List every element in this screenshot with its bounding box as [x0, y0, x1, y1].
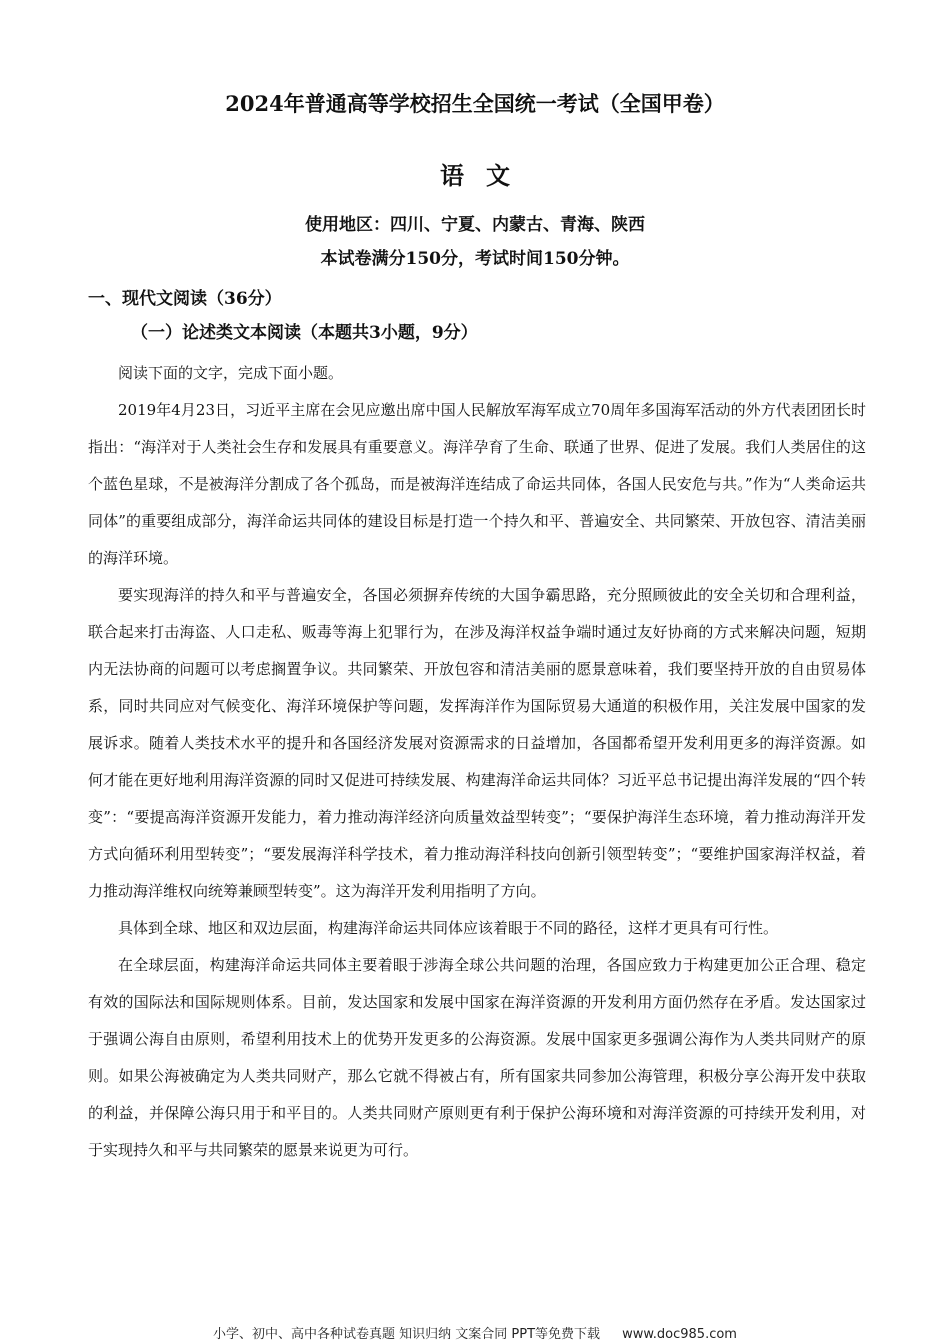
page-footer	[0, 1323, 950, 1342]
footer-text: 小学、初中、高中各种试卷真题 知识归纳 文案合同 PPT等免费下载	[213, 1327, 601, 1342]
passage-paragraph: 要实现海洋的持久和平与普遍安全，各国必须摒弃传统的大国争霸思路，充分照顾彼此的安全关切和合理利益，联合起来打击海盗、人口走私、贩毒等海上犯罪行为，在涉及海洋权益争端时通过友好协商的方式来解决问题，短期内无法协商的问题可以考虑搁置争议。共同繁荣、开放包容和清洁美丽的愿景意味着，我们要坚持开放的自由贸易体系，同时共同应对气候变化、海洋环境保护等问题，发挥海洋作为国际贸易大通道的积极作用，关注发展中国家的发展诉求。随着人类技术水平的提升和各国经济发展对资源需求的日益增加，各国都希望开发利用更多的海洋资源。如何才能在更好地利用海洋资源的同时又促进可持续发展、构建海洋命运共同体？习近平总书记提出海洋发展的“四个转变”：“要提高海洋资源开发能力，着力推动海洋经济向质量效益型转变”；“要保护海洋生态环境，着力推动海洋开发方式向循环利用型转变”；“要发展海洋科学技术，着力推动海洋科技向创新引领型转变”；“要维护国家海洋权益，着力推动海洋维权向统筹兼顾型转变”。这为海洋开发利用指明了方向。	[88, 586, 866, 900]
section-heading-part1: 一、现代文阅读（36分）	[88, 289, 282, 309]
passage-paragraph: 在全球层面，构建海洋命运共同体主要着眼于涉海全球公共问题的治理，各国应致力于构建更加公正合理、稳定有效的国际法和国际规则体系。目前，发达国家和发展中国家在海洋资源的开发利用方面仍然存在矛盾。发达国家过于强调公海自由原则，希望利用技术上的优势开发更多的公海资源。发展中国家更多强调公海作为人类共同财产的原则。如果公海被确定为人类共同财产，那么它就不得被占有，所有国家共同参加公海管理，积极分享公海开发中获取的利益，并保障公海只用于和平目的。人类共同财产原则更有利于保护公海环境和对海洋资源的可持续开发利用，对于实现持久和平与共同繁荣的愿景来说更为可行。	[88, 956, 866, 1159]
passage-paragraph: 2019年4月23日，习近平主席在会见应邀出席中国人民解放军海军成立70周年多国海军活动的外方代表团团长时指出：“海洋对于人类社会生存和发展具有重要意义。海洋孕育了生命、联通了世界、促进了发展。我们人类居住的这个蓝色星球，不是被海洋分割成了各个孤岛，而是被海洋连结成了命运共同体，各国人民安危与共。”作为“人类命运共同体”的重要组成部分，海洋命运共同体的建设目标是打造一个持久和平、普遍安全、共同繁荣、开放包容、清洁美丽的海洋环境。	[88, 401, 866, 567]
exam-title: 2024年普通高等学校招生全国统一考试（全国甲卷）	[225, 91, 725, 116]
instruction-paragraph: 阅读下面的文字，完成下面小题。	[118, 364, 344, 382]
score-note: 本试卷满分150分，考试时间150分钟。	[320, 249, 630, 269]
footer-link[interactable]: www.doc985.com	[622, 1327, 737, 1342]
subject-heading: 语文	[440, 161, 532, 190]
usage-region: 使用地区：四川、宁夏、内蒙古、青海、陕西	[305, 215, 645, 235]
reading-passage	[88, 355, 866, 1169]
passage-paragraph: 具体到全球、地区和双边层面，构建海洋命运共同体应该着眼于不同的路径，这样才更具有可行性。	[118, 919, 779, 937]
section-heading-argumentative-reading: （一）论述类文本阅读（本题共3小题，9分）	[131, 323, 478, 343]
